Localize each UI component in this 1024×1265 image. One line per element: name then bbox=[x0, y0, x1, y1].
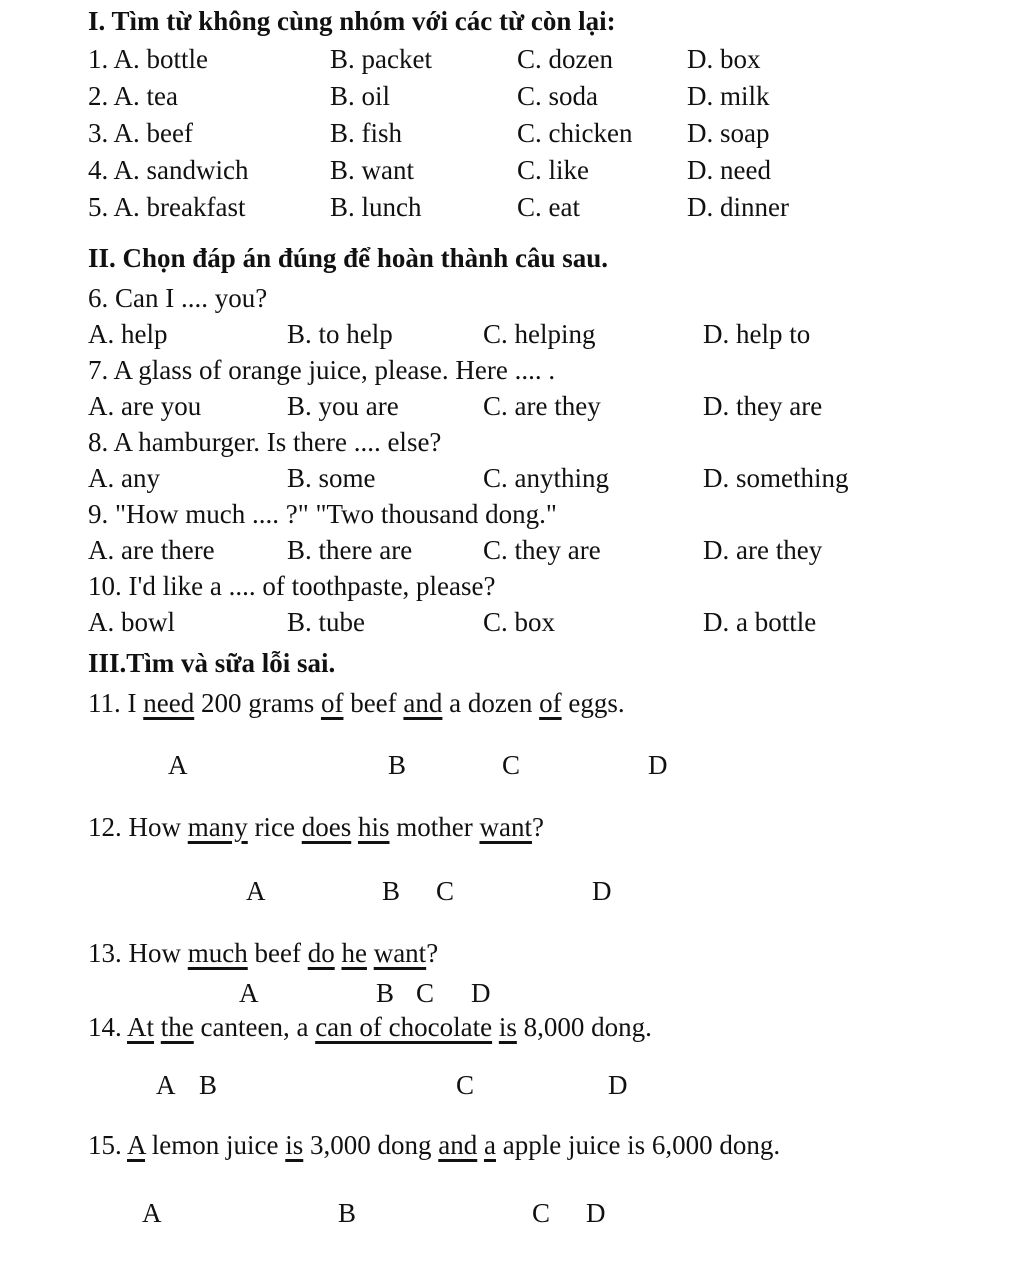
q14-letter-row bbox=[88, 1070, 1024, 1104]
q2-option-d: D. milk bbox=[687, 81, 770, 111]
q12-letter-b: B bbox=[382, 876, 401, 906]
q13-letter-b: B bbox=[376, 978, 395, 1008]
q10-option-a: A. bowl bbox=[88, 607, 175, 637]
q15-underlined-b: is bbox=[285, 1130, 304, 1160]
q13-letter-a: A bbox=[239, 978, 259, 1008]
q11-part: a dozen bbox=[442, 688, 540, 718]
q14-letter-c: C bbox=[456, 1070, 475, 1100]
q13-underlined-d: want bbox=[373, 938, 427, 968]
q1-option-b: B. packet bbox=[330, 44, 432, 74]
q8-option-c: C. anything bbox=[483, 463, 609, 493]
q7-option-b: B. you are bbox=[287, 391, 399, 421]
question-row-3 bbox=[88, 118, 1024, 155]
q13-part bbox=[367, 938, 374, 968]
q14-letter-d: D bbox=[608, 1070, 628, 1100]
q14-part bbox=[154, 1012, 161, 1042]
q3-option-a: 3. A. beef bbox=[88, 118, 193, 148]
q12-part: ? bbox=[531, 812, 544, 842]
q13-letter-d: D bbox=[471, 978, 491, 1008]
q1-option-a: 1. A. bottle bbox=[88, 44, 208, 74]
q11-letter-c: C bbox=[502, 750, 521, 780]
q8-option-b: B. some bbox=[287, 463, 376, 493]
q7-option-d: D. they are bbox=[703, 391, 823, 421]
q12-underlined-c: his bbox=[357, 812, 390, 842]
q14-underlined-b: the bbox=[160, 1012, 194, 1042]
q6-options bbox=[88, 319, 1024, 355]
q15-underlined-a: A bbox=[127, 1130, 146, 1160]
q5-option-c: C. eat bbox=[517, 192, 580, 222]
q15-part: 3,000 dong bbox=[303, 1130, 439, 1160]
section1-title: I. Tìm từ không cùng nhóm với các từ còn lại: bbox=[88, 6, 616, 36]
q13-letter-row bbox=[88, 978, 1024, 1012]
q13-part: 13. How bbox=[88, 938, 188, 968]
q11-part: beef bbox=[343, 688, 404, 718]
q11-underlined-b: of bbox=[320, 688, 344, 718]
q9-options bbox=[88, 535, 1024, 571]
q13-part: ? bbox=[426, 938, 439, 968]
q12-part bbox=[351, 812, 358, 842]
q15-part bbox=[477, 1130, 484, 1160]
q11-letter-d: D bbox=[648, 750, 668, 780]
q14-sentence bbox=[88, 1012, 1024, 1052]
q13-underlined-a: much bbox=[187, 938, 248, 968]
q4-option-b: B. want bbox=[330, 155, 414, 185]
q15-letter-b: B bbox=[338, 1198, 357, 1228]
q4-option-c: C. like bbox=[517, 155, 589, 185]
q12-letter-a: A bbox=[246, 876, 266, 906]
q12-underlined-b: does bbox=[301, 812, 352, 842]
q13-underlined-b: do bbox=[307, 938, 335, 968]
q9-option-b: B. there are bbox=[287, 535, 413, 565]
q12-underlined-a: many bbox=[187, 812, 248, 842]
q15-sentence bbox=[88, 1130, 1024, 1170]
q14-underlined-d: is bbox=[498, 1012, 517, 1042]
q2-option-a: 2. A. tea bbox=[88, 81, 178, 111]
q15-letter-d: D bbox=[586, 1198, 606, 1228]
q8-option-a: A. any bbox=[88, 463, 160, 493]
q12-part: mother bbox=[389, 812, 480, 842]
q11-underlined-d: of bbox=[539, 688, 562, 718]
q14-part: 8,000 dong. bbox=[516, 1012, 652, 1042]
q9-option-d: D. are they bbox=[703, 535, 823, 565]
q3-option-d: D. soap bbox=[687, 118, 770, 148]
q12-part: 12. How bbox=[88, 812, 188, 842]
q14-underlined-a: At bbox=[127, 1012, 155, 1042]
q12-sentence bbox=[88, 812, 1024, 852]
q15-underlined-c: and bbox=[438, 1130, 478, 1160]
q15-underlined-d: a bbox=[484, 1130, 496, 1160]
question-row-1 bbox=[88, 44, 1024, 81]
q12-letter-d: D bbox=[592, 876, 612, 906]
q7-option-c: C. are they bbox=[483, 391, 601, 421]
q15-letter-row bbox=[88, 1198, 1024, 1232]
q5-option-b: B. lunch bbox=[330, 192, 422, 222]
q14-part: canteen, a bbox=[193, 1012, 316, 1042]
q10-option-b: B. tube bbox=[287, 607, 365, 637]
q11-letter-a: A bbox=[168, 750, 188, 780]
q14-underlined-c: can of chocolate bbox=[315, 1012, 493, 1042]
q6-option-c: C. helping bbox=[483, 319, 596, 349]
q8-prompt: 8. A hamburger. Is there .... else? bbox=[88, 427, 442, 457]
q14-part bbox=[492, 1012, 499, 1042]
q9-option-c: C. they are bbox=[483, 535, 601, 565]
q7-prompt: 7. A glass of orange juice, please. Here .... . bbox=[88, 355, 556, 385]
q11-letter-row bbox=[88, 750, 1024, 784]
q3-option-b: B. fish bbox=[330, 118, 403, 148]
q13-sentence bbox=[88, 938, 1024, 978]
q6-option-a: A. help bbox=[88, 319, 168, 349]
q11-part: 11. I bbox=[88, 688, 144, 718]
q1-option-c: C. dozen bbox=[517, 44, 613, 74]
q12-part: rice bbox=[247, 812, 302, 842]
q15-part: lemon juice bbox=[145, 1130, 286, 1160]
q4-option-d: D. need bbox=[687, 155, 771, 185]
question-row-5 bbox=[88, 192, 1024, 229]
q7-options bbox=[88, 391, 1024, 427]
q14-letter-a: A bbox=[156, 1070, 176, 1100]
q1-option-d: D. box bbox=[687, 44, 761, 74]
q9-option-a: A. are there bbox=[88, 535, 215, 565]
q13-letter-c: C bbox=[416, 978, 435, 1008]
q12-letter-c: C bbox=[436, 876, 455, 906]
q10-option-d: D. a bottle bbox=[703, 607, 817, 637]
q4-option-a: 4. A. sandwich bbox=[88, 155, 249, 185]
q6-prompt: 6. Can I .... you? bbox=[88, 283, 268, 313]
q11-letter-b: B bbox=[388, 750, 407, 780]
question-row-2 bbox=[88, 81, 1024, 118]
q10-prompt: 10. I'd like a .... of toothpaste, please? bbox=[88, 571, 496, 601]
q3-option-c: C. chicken bbox=[517, 118, 633, 148]
section3-title: III.Tìm và sữa lỗi sai. bbox=[88, 648, 336, 678]
q2-option-c: C. soda bbox=[517, 81, 598, 111]
q7-option-a: A. are you bbox=[88, 391, 202, 421]
q6-option-d: D. help to bbox=[703, 319, 811, 349]
q11-sentence bbox=[88, 688, 1024, 728]
q12-underlined-d: want bbox=[479, 812, 532, 842]
question-row-4 bbox=[88, 155, 1024, 192]
q13-part: beef bbox=[247, 938, 308, 968]
q6-option-b: B. to help bbox=[287, 319, 393, 349]
q11-underlined-c: and bbox=[403, 688, 443, 718]
q8-option-d: D. something bbox=[703, 463, 849, 493]
q12-letter-row bbox=[88, 876, 1024, 910]
q11-part: eggs. bbox=[561, 688, 625, 718]
q2-option-b: B. oil bbox=[330, 81, 391, 111]
q15-part: apple juice is 6,000 dong. bbox=[495, 1130, 781, 1160]
q10-option-c: C. box bbox=[483, 607, 556, 637]
q13-underlined-c: he bbox=[341, 938, 367, 968]
q11-part: 200 grams bbox=[194, 688, 321, 718]
q9-prompt: 9. "How much .... ?" "Two thousand dong." bbox=[88, 499, 557, 529]
q15-part: 15. bbox=[88, 1130, 128, 1160]
section2-title: II. Chọn đáp án đúng để hoàn thành câu sau. bbox=[88, 243, 608, 273]
q14-part: 14. bbox=[88, 1012, 128, 1042]
q11-underlined-a: need bbox=[143, 688, 195, 718]
q5-option-a: 5. A. breakfast bbox=[88, 192, 246, 222]
q15-letter-a: A bbox=[142, 1198, 162, 1228]
q14-letter-b: B bbox=[199, 1070, 218, 1100]
q8-options bbox=[88, 463, 1024, 499]
q15-letter-c: C bbox=[532, 1198, 551, 1228]
q5-option-d: D. dinner bbox=[687, 192, 789, 222]
q10-options bbox=[88, 607, 1024, 643]
